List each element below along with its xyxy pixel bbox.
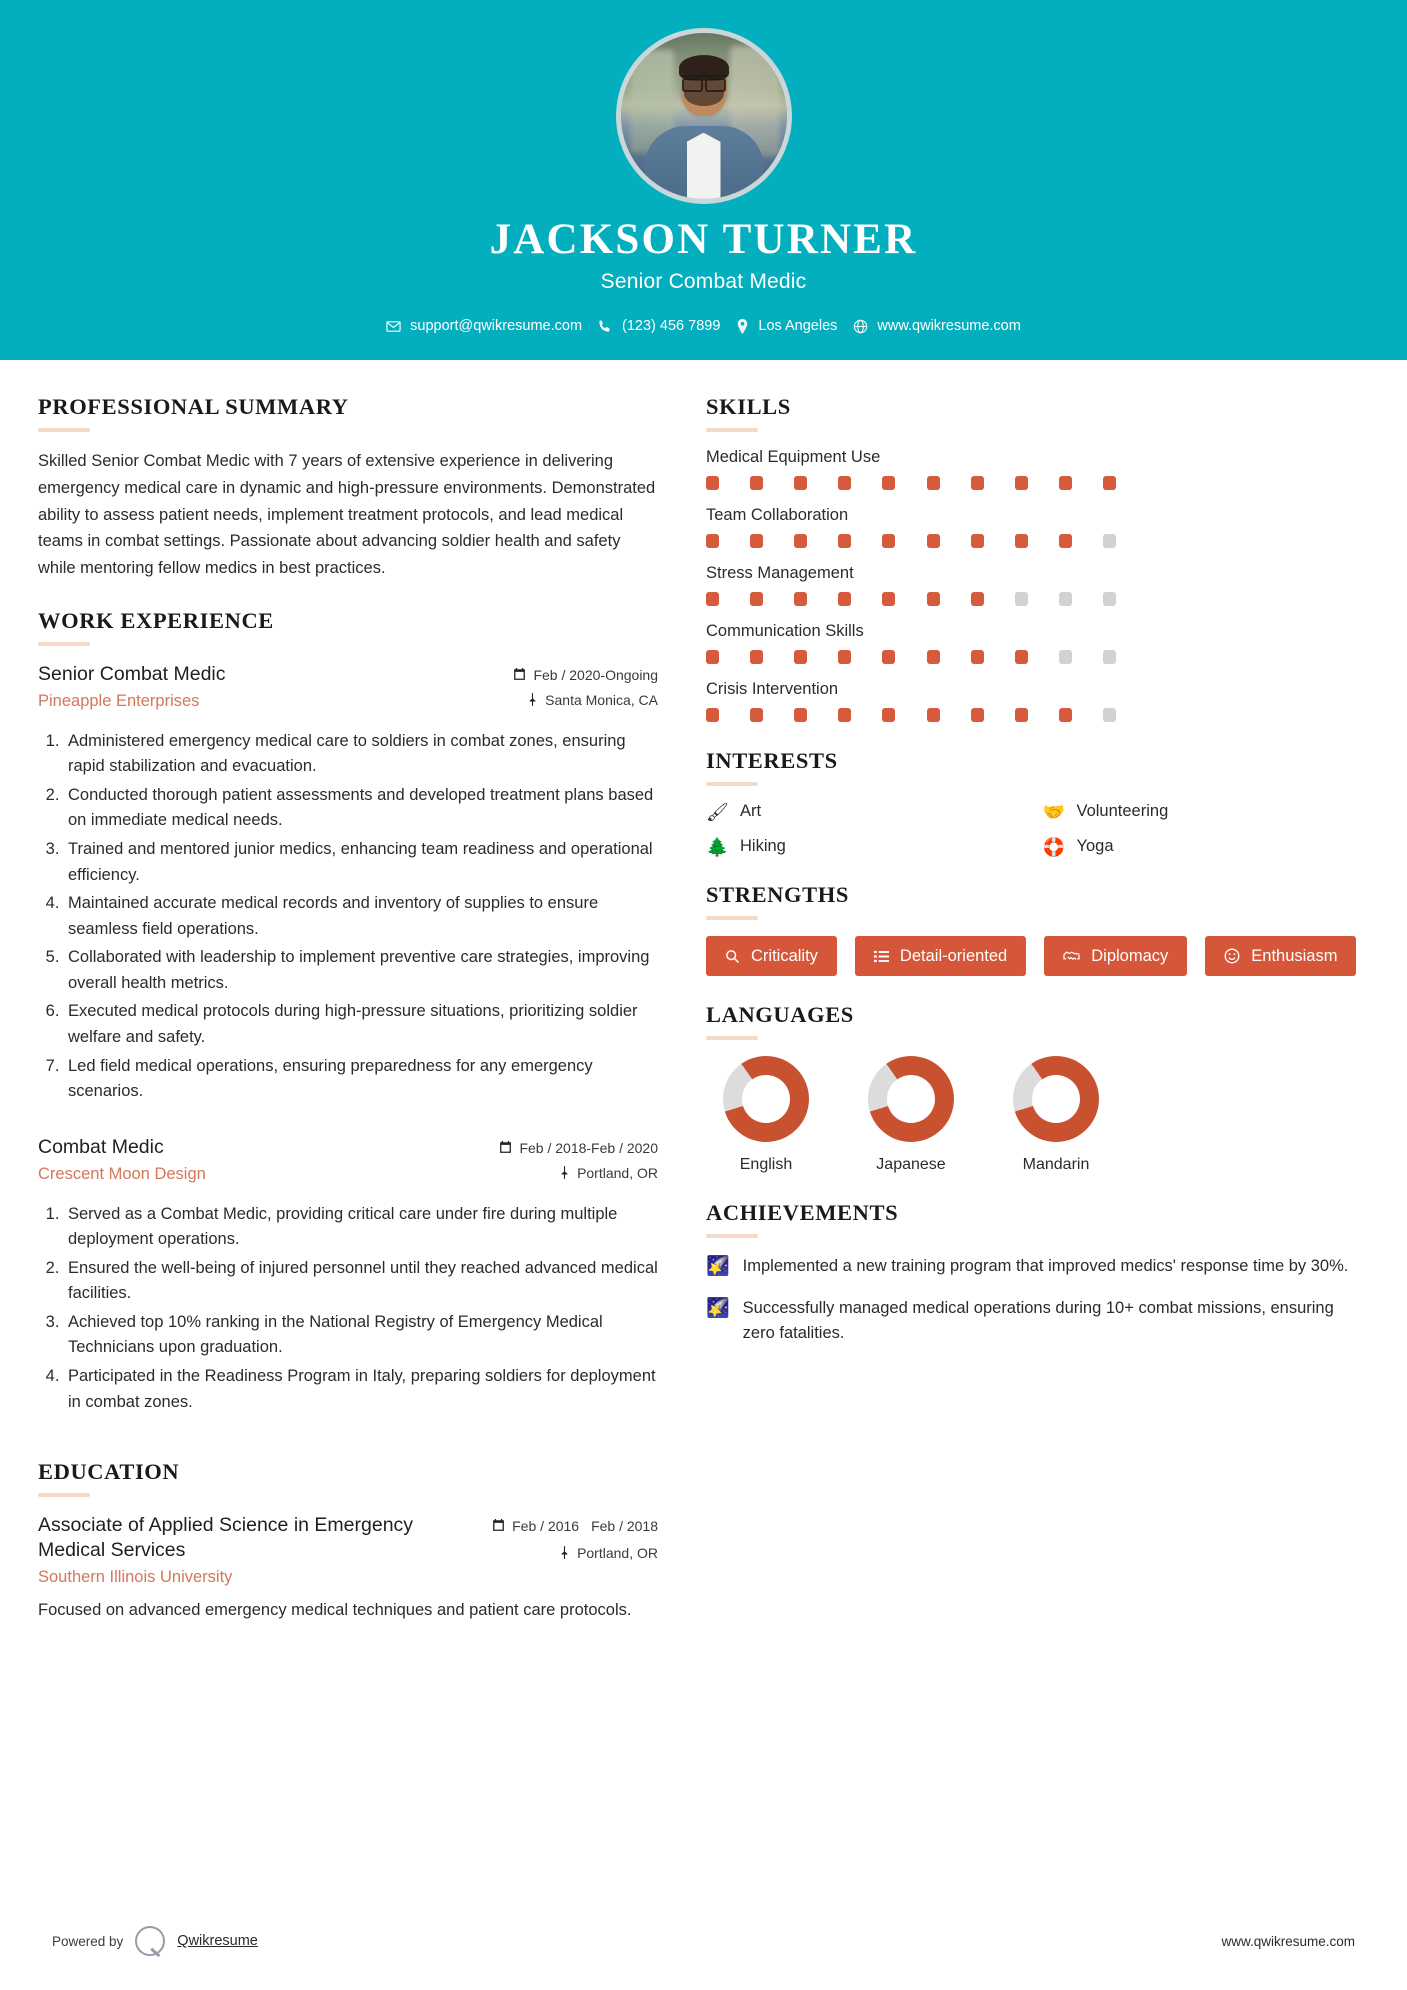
handshake-icon xyxy=(1063,949,1080,964)
skill-dot-filled xyxy=(927,592,940,606)
language-donut xyxy=(723,1056,809,1142)
education-dates xyxy=(512,1518,658,1536)
skill-dot-filled xyxy=(927,476,940,490)
calendar-icon xyxy=(492,1518,505,1532)
language-item xyxy=(851,1056,971,1174)
skill-dot-filled xyxy=(794,708,807,722)
section-languages xyxy=(706,1002,1369,1174)
work-entry-head xyxy=(38,1135,658,1190)
interest-item xyxy=(1043,802,1370,821)
summary-text: Skilled Senior Combat Medic with 7 years of extensive experience in delivering emergency medical care in dynamic and high-pressure environments. Demonstrated ability to assess patient needs, implement treatment protocols, and lead medical teams in combat settings. Passionate about advancing soldier health and safety while mentoring fellow medics in best practices. xyxy=(38,452,656,578)
skill-dot-filled xyxy=(1059,534,1072,548)
skill-dot-empty xyxy=(1015,592,1028,606)
skill-dot-empty xyxy=(1103,708,1116,722)
skill-dot-empty xyxy=(1103,592,1116,606)
skill-item xyxy=(706,506,1369,548)
calendar-icon xyxy=(499,1140,512,1154)
skill-dot-filled xyxy=(1015,708,1028,722)
skill-dot-filled xyxy=(706,592,719,606)
contact-location-text: Los Angeles xyxy=(758,318,838,335)
skill-dot-filled xyxy=(706,708,719,722)
skill-rating xyxy=(706,534,1116,548)
section-strengths xyxy=(706,882,1369,976)
strength-label: Detail-oriented xyxy=(899,947,1008,966)
pin-icon xyxy=(559,1545,570,1559)
achievement-item xyxy=(706,1296,1369,1346)
magnifier-icon xyxy=(725,949,740,964)
skill-dot-filled xyxy=(750,534,763,548)
section-rule xyxy=(38,1493,90,1497)
achievement-item xyxy=(706,1254,1369,1280)
work-entry-meta xyxy=(499,1135,658,1190)
skill-dot-filled xyxy=(882,476,895,490)
left-column xyxy=(38,394,658,1649)
skill-item xyxy=(706,680,1369,722)
education-degree: Associate of Applied Science in Emergency Medical Services xyxy=(38,1514,414,1562)
language-item xyxy=(706,1056,826,1174)
education-entry-meta xyxy=(492,1513,658,1570)
skill-item xyxy=(706,564,1369,606)
education-entry-left xyxy=(38,1513,478,1587)
section-title-summary: PROFESSIONAL SUMMARY xyxy=(38,394,349,420)
smiley-icon xyxy=(1224,948,1240,964)
list-icon xyxy=(874,949,889,964)
skill-dot-filled xyxy=(1015,650,1028,664)
skill-dot-filled xyxy=(1059,476,1072,490)
paintbrush-icon: 🖌 xyxy=(706,801,729,822)
skill-dot-filled xyxy=(838,534,851,548)
work-location-line xyxy=(499,1165,658,1181)
work-bullet: 7. Led field medical operations, ensuring preparedness for any emergency scenarios. xyxy=(64,1054,658,1105)
avatar-glasses xyxy=(682,75,726,86)
shooting-star-icon: 🌠 xyxy=(706,1256,730,1278)
candidate-role: Senior Combat Medic xyxy=(600,270,807,294)
education-date-end: Feb / 2018 xyxy=(591,1518,658,1535)
section-rule xyxy=(38,428,90,432)
work-date-line xyxy=(499,1140,658,1156)
language-donut xyxy=(1013,1056,1099,1142)
section-title-work: WORK EXPERIENCE xyxy=(38,607,274,633)
work-bullet: 6. Executed medical protocols during high-pressure situations, prioritizing soldier welfare and safety. xyxy=(64,999,658,1050)
work-bullet: 3. Achieved top 10% ranking in the National Registry of Emergency Medical Technicians upon graduation. xyxy=(64,1310,658,1361)
work-bullet: 1. Administered emergency medical care to soldiers in combat zones, ensuring rapid stabilization and evacuation. xyxy=(64,729,658,780)
work-bullet: 1. Served as a Combat Medic, providing critical care under fire during multiple deployment operations. xyxy=(64,1202,658,1253)
work-bullet: 3. Trained and mentored junior medics, enhancing team readiness and operational efficiency. xyxy=(64,837,658,888)
interest-label: Yoga xyxy=(1076,837,1114,856)
work-location-text: Santa Monica, CA xyxy=(545,691,658,708)
skill-rating xyxy=(706,592,1116,606)
achievement-text: Implemented a new training program that improved medics' response time by 30%. xyxy=(742,1257,1349,1276)
work-job-title: Combat Medic xyxy=(38,1135,164,1158)
handshake-icon: 🤝 xyxy=(1042,801,1065,822)
education-date-line xyxy=(492,1518,658,1536)
skill-dot-filled xyxy=(927,534,940,548)
interest-label: Volunteering xyxy=(1076,802,1169,821)
skill-dot-filled xyxy=(882,650,895,664)
work-date-text: Feb / 2018-Feb / 2020 xyxy=(519,1139,658,1156)
tree-icon: 🌲 xyxy=(706,836,729,857)
education-entry-head xyxy=(38,1513,658,1587)
skill-dot-filled xyxy=(1015,476,1028,490)
section-title-education: EDUCATION xyxy=(38,1459,180,1485)
avatar xyxy=(616,28,792,204)
language-label: Mandarin xyxy=(1022,1156,1090,1174)
work-company: Crescent Moon Design xyxy=(38,1164,206,1183)
interest-label: Hiking xyxy=(740,837,786,856)
language-item xyxy=(996,1056,1116,1174)
work-entry-meta xyxy=(513,662,658,717)
section-title-strengths: STRENGTHS xyxy=(706,882,849,908)
strength-label: Criticality xyxy=(751,947,818,966)
interest-label: Art xyxy=(740,802,762,821)
work-bullets xyxy=(38,1202,658,1416)
language-label: English xyxy=(739,1156,793,1174)
section-title-interests: INTERESTS xyxy=(706,748,838,774)
education-location-line xyxy=(492,1545,658,1561)
avatar-shirt xyxy=(687,133,721,199)
section-education xyxy=(38,1459,658,1623)
section-professional-summary xyxy=(38,394,658,582)
language-donut xyxy=(868,1056,954,1142)
section-title-achievements: ACHIEVEMENTS xyxy=(706,1200,899,1226)
education-description: Focused on advanced emergency medical techniques and patient care protocols. xyxy=(38,1601,632,1620)
skill-dot-filled xyxy=(794,650,807,664)
section-achievements xyxy=(706,1200,1369,1345)
education-school: Southern Illinois University xyxy=(38,1568,233,1587)
work-entry-left xyxy=(38,1135,485,1184)
skill-dot-filled xyxy=(750,708,763,722)
pin-icon xyxy=(527,692,538,706)
skill-label: Medical Equipment Use xyxy=(706,448,881,467)
skill-dot-filled xyxy=(971,476,984,490)
strength-label: Diplomacy xyxy=(1091,947,1169,966)
footer-branding xyxy=(52,1926,258,1956)
work-date-text: Feb / 2020-Ongoing xyxy=(533,666,658,683)
work-job-title: Senior Combat Medic xyxy=(38,662,226,685)
skill-dot-filled xyxy=(794,534,807,548)
work-bullet: 4. Maintained accurate medical records and inventory of supplies to ensure seamless field operations. xyxy=(64,891,658,942)
lifebuoy-icon: 🛟 xyxy=(1042,836,1065,857)
contact-row xyxy=(0,318,1407,334)
interests-grid xyxy=(706,802,1369,856)
contact-website-text: www.qwikresume.com xyxy=(877,318,1021,335)
skill-dot-filled xyxy=(794,592,807,606)
achievement-text: Successfully managed medical operations during 10+ combat missions, ensuring zero fatalities. xyxy=(742,1298,1334,1342)
section-rule xyxy=(706,1036,758,1040)
skill-dot-filled xyxy=(927,650,940,664)
work-location-text: Portland, OR xyxy=(577,1164,658,1181)
strength-chip-diplomacy[interactable] xyxy=(1044,936,1187,976)
strength-chip-criticality[interactable] xyxy=(706,936,837,976)
right-column xyxy=(706,394,1369,1649)
skill-dot-filled xyxy=(971,592,984,606)
interest-item xyxy=(1043,837,1370,856)
skill-dot-filled xyxy=(927,708,940,722)
section-work-experience xyxy=(38,608,658,1415)
resume-body xyxy=(0,360,1407,1649)
language-label: Japanese xyxy=(876,1156,946,1174)
section-rule xyxy=(706,1234,758,1238)
skill-dot-empty xyxy=(1059,650,1072,664)
work-company: Pineapple Enterprises xyxy=(38,691,200,710)
resume-header xyxy=(0,0,1407,360)
candidate-name: JACKSON TURNER xyxy=(489,216,918,263)
skill-rating xyxy=(706,708,1116,722)
interest-item xyxy=(706,837,1033,856)
skill-dot-filled xyxy=(794,476,807,490)
work-bullets xyxy=(38,729,658,1105)
avatar-photo xyxy=(621,33,787,199)
shooting-star-icon: 🌠 xyxy=(706,1297,730,1319)
languages-row xyxy=(706,1056,1116,1174)
skill-label: Team Collaboration xyxy=(706,506,849,525)
strengths-list xyxy=(706,936,1369,976)
work-bullet: 4. Participated in the Readiness Program in Italy, preparing soldiers for deployment in combat zones. xyxy=(64,1364,658,1415)
section-title-skills: SKILLS xyxy=(706,394,791,420)
skill-dot-filled xyxy=(706,534,719,548)
skill-dot-filled xyxy=(882,534,895,548)
skill-dot-filled xyxy=(750,650,763,664)
skill-dot-filled xyxy=(882,708,895,722)
skill-dot-filled xyxy=(971,650,984,664)
section-rule xyxy=(706,916,758,920)
contact-email[interactable] xyxy=(386,318,582,334)
skill-dot-filled xyxy=(838,592,851,606)
section-rule xyxy=(38,642,90,646)
strength-chip-detail-oriented[interactable] xyxy=(855,936,1026,976)
calendar-icon xyxy=(513,667,526,681)
strength-chip-enthusiasm[interactable] xyxy=(1205,936,1356,976)
section-rule xyxy=(706,782,758,786)
skill-dot-filled xyxy=(971,708,984,722)
section-skills xyxy=(706,394,1369,722)
qwikresume-brand-link[interactable]: Qwikresume xyxy=(177,1933,258,1949)
work-bullet: 2. Conducted thorough patient assessments and developed treatment plans based on immediate medical needs. xyxy=(64,783,658,834)
skill-dot-filled xyxy=(1015,534,1028,548)
skill-item xyxy=(706,448,1369,490)
work-location-line xyxy=(513,692,658,708)
skill-dot-filled xyxy=(971,534,984,548)
education-date-start: Feb / 2016 xyxy=(512,1518,580,1535)
contact-location[interactable] xyxy=(736,318,837,334)
skill-rating xyxy=(706,476,1116,490)
phone-icon xyxy=(598,319,613,334)
skill-dot-empty xyxy=(1103,650,1116,664)
contact-website[interactable] xyxy=(853,318,1020,334)
work-bullet: 2. Ensured the well-being of injured personnel until they reached advanced medical facilities. xyxy=(64,1256,658,1307)
interest-item xyxy=(706,802,1033,821)
education-entry xyxy=(38,1513,658,1623)
skill-rating xyxy=(706,650,1116,664)
skill-dot-filled xyxy=(750,476,763,490)
powered-by-label: Powered by xyxy=(52,1933,124,1949)
skill-dot-filled xyxy=(1059,708,1072,722)
section-interests xyxy=(706,748,1369,856)
work-entry xyxy=(38,1135,658,1416)
skill-label: Crisis Intervention xyxy=(706,680,839,699)
envelope-icon xyxy=(386,319,401,334)
pin-icon xyxy=(559,1165,570,1179)
resume-footer xyxy=(0,1926,1407,1956)
work-entry-head xyxy=(38,662,658,717)
work-bullet: 5. Collaborated with leadership to implement preventive care strategies, improving overall health metrics. xyxy=(64,945,658,996)
skill-dot-filled xyxy=(706,476,719,490)
skill-dot-empty xyxy=(1103,534,1116,548)
section-rule xyxy=(706,428,758,432)
location-pin-icon xyxy=(736,319,749,334)
contact-phone-text: (123) 456 7899 xyxy=(622,318,721,335)
footer-website: www.qwikresume.com xyxy=(1221,1933,1355,1949)
skill-dot-filled xyxy=(706,650,719,664)
education-location-text: Portland, OR xyxy=(577,1544,658,1561)
skill-label: Communication Skills xyxy=(706,622,864,641)
skill-dot-filled xyxy=(882,592,895,606)
work-entry-left xyxy=(38,662,499,711)
strength-label: Enthusiasm xyxy=(1251,947,1338,966)
contact-phone[interactable] xyxy=(598,318,720,334)
skill-dot-filled xyxy=(838,476,851,490)
skill-label: Stress Management xyxy=(706,564,854,583)
skill-dot-empty xyxy=(1059,592,1072,606)
contact-email-text: support@qwikresume.com xyxy=(410,318,583,335)
section-title-languages: LANGUAGES xyxy=(706,1002,854,1028)
skill-dot-filled xyxy=(838,650,851,664)
skill-item xyxy=(706,622,1369,664)
skill-dot-filled xyxy=(838,708,851,722)
skill-dot-filled xyxy=(1103,476,1116,490)
work-entry xyxy=(38,662,658,1105)
work-date-line xyxy=(513,667,658,683)
globe-icon xyxy=(853,319,868,334)
skill-dot-filled xyxy=(750,592,763,606)
qwikresume-logo-icon xyxy=(135,1926,165,1956)
